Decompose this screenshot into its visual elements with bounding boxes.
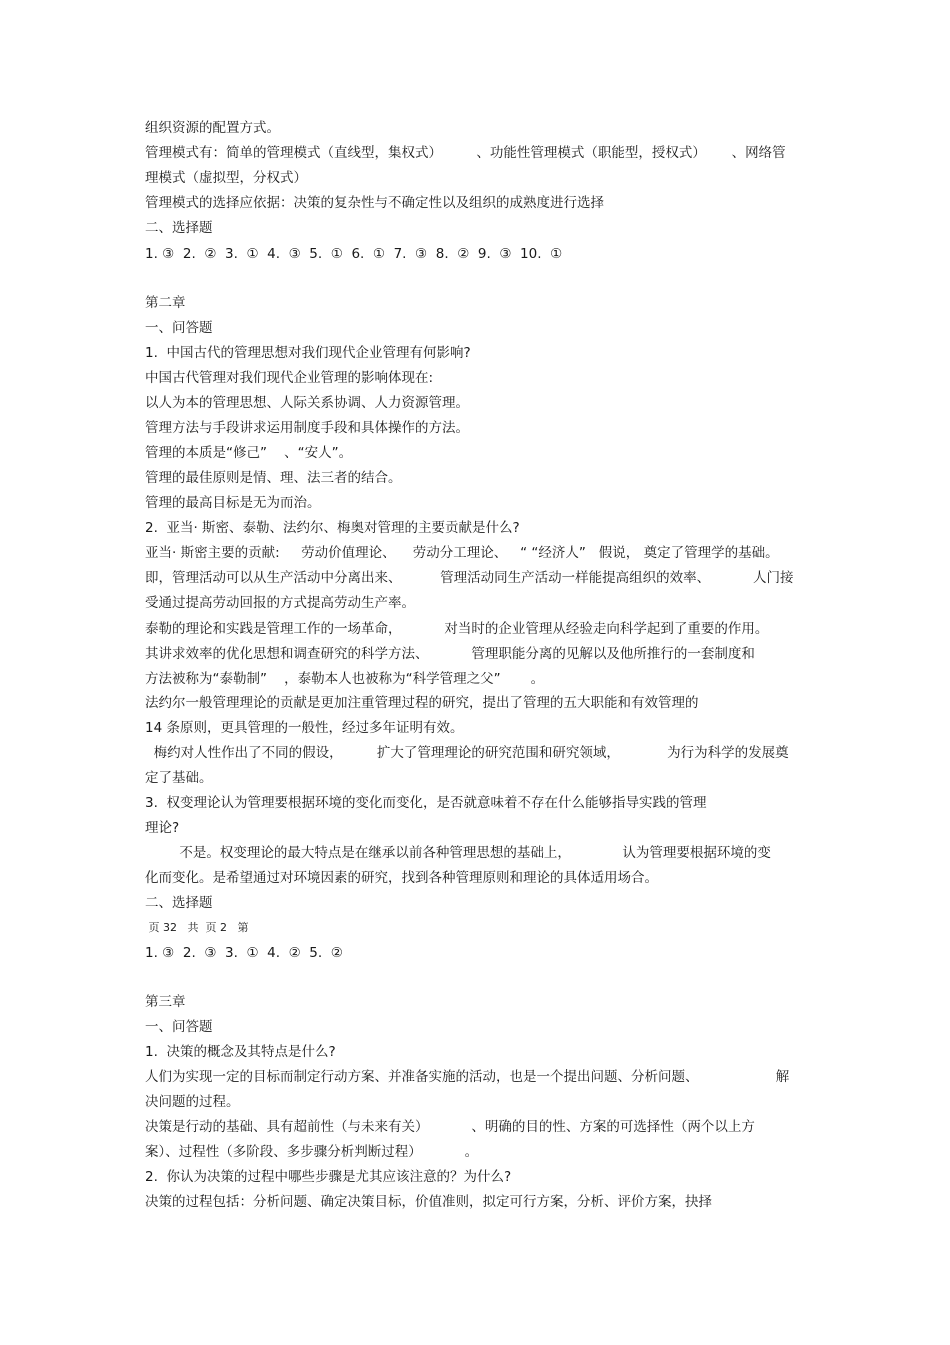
- text-line: 组织资源的配置方式。: [145, 120, 280, 136]
- chapter-heading: 第三章: [145, 994, 186, 1010]
- text-line: 以人为本的管理思想、人际关系协调、人力资源管理。: [145, 395, 469, 411]
- section-heading: 一、问答题: [145, 1019, 213, 1035]
- text-line: 中国古代管理对我们现代企业管理的影响体现在:: [145, 370, 434, 386]
- text-line: 决问题的过程。: [145, 1094, 240, 1110]
- text-line: 受通过提高劳动回报的方式提高劳动生产率。: [145, 595, 415, 611]
- question: 1. 决策的概念及其特点是什么?: [145, 1044, 336, 1060]
- section-heading: 一、问答题: [145, 320, 213, 336]
- text-line: 化而变化。是希望通过对环境因素的研究，找到各种管理原则和理论的具体适用场合。: [145, 870, 658, 886]
- text-line: 人们为实现一定的目标而制定行动方案、并准备实施的活动，也是一个提出问题、分析问题、 解: [145, 1069, 790, 1085]
- answer-key: 1. ③ 2. ③ 3. ① 4. ② 5. ②: [145, 945, 343, 961]
- section-heading: 二、选择题: [145, 220, 213, 236]
- text-line: 定了基础。: [145, 770, 213, 786]
- text-line: 法约尔一般管理理论的贡献是更加注重管理过程的研究，提出了管理的五大职能和有效管理的: [145, 695, 699, 711]
- text-line: 决策的过程包括：分析问题、确定决策目标，价值准则，拟定可行方案，分析、评价方案，抉择: [145, 1194, 712, 1210]
- text-line: 其讲求效率的优化思想和调查研究的科学方法、 管理职能分离的见解以及他所推行的一套制度和: [145, 646, 755, 662]
- chapter-heading: 第二章: [145, 295, 186, 311]
- text-line: 管理方法与手段讲求运用制度手段和具体操作的方法。: [145, 420, 469, 436]
- text-line: 案）、过程性（多阶段、多步骤分析判断过程） 。: [145, 1144, 479, 1160]
- answer-key: 1. ③ 2. ② 3. ① 4. ③ 5. ① 6. ① 7. ③ 8. ② 9. ③ 10. ①: [145, 246, 563, 262]
- text-line: 方法被称为“泰勒制” ，泰勒本人也被称为“科学管理之父” 。: [145, 671, 545, 687]
- text-line: 管理的最佳原则是情、理、法三者的结合。: [145, 470, 402, 486]
- text-line: 管理模式的选择应依据：决策的复杂性与不确定性以及组织的成熟度进行选择: [145, 195, 604, 211]
- text-line: 即，管理活动可以从生产活动中分离出来、 管理活动同生产活动一样能提高组织的效率、 人门接: [145, 570, 794, 586]
- text-line: 决策是行动的基础、具有超前性（与未来有关） 、明确的目的性、方案的可选择性（两个以上方: [145, 1119, 755, 1135]
- text-line: 亚当· 斯密主要的贡献: 劳动价值理论、 劳动分工理论、 “ “经济人” 假说， 奠定了管理学的基础。: [145, 545, 779, 561]
- question: 1. 中国古代的管理思想对我们现代企业管理有何影响?: [145, 345, 471, 361]
- text-line: 泰勒的理论和实践是管理工作的一场革命， 对当时的企业管理从经验走向科学起到了重要的作用。: [145, 621, 769, 637]
- text-line: 不是。权变理论的最大特点是在继承以前各种管理思想的基础上， 认为管理要根据环境的变: [145, 845, 771, 861]
- question: 理论?: [145, 820, 180, 836]
- text-line: 梅约对人性作出了不同的假设， 扩大了管理理论的研究范围和研究领域， 为行为科学的发展奠: [145, 745, 789, 761]
- text-line: 理模式（虚拟型，分权式）: [145, 170, 307, 186]
- question: 2. 亚当· 斯密、泰勒、法约尔、梅奥对管理的主要贡献是什么?: [145, 520, 520, 536]
- section-heading: 二、选择题: [145, 895, 213, 911]
- text-line: 管理的最高目标是无为而治。: [145, 495, 321, 511]
- text-line: 管理模式有：简单的管理模式（直线型，集权式） 、功能性管理模式（职能型，授权式） 、网络管: [145, 145, 786, 161]
- question: 2. 你认为决策的过程中哪些步骤是尤其应该注意的？为什么?: [145, 1169, 512, 1185]
- question: 3. 权变理论认为管理要根据环境的变化而变化，是否就意味着不存在什么能够指导实践的管理: [145, 795, 707, 811]
- text-line: 14 条原则，更具管理的一般性，经过多年证明有效。: [145, 720, 464, 736]
- page-number: 页 32 共 页 2 第: [145, 921, 249, 934]
- text-line: 管理的本质是“修己” 、“安人”。: [145, 445, 353, 461]
